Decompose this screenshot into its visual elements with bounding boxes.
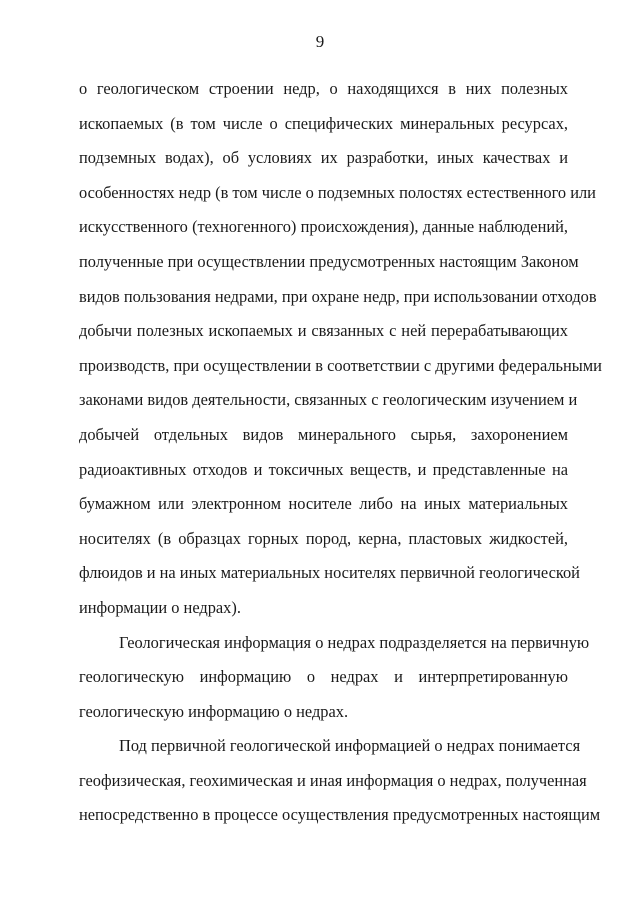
text-line: особенностях недр (в том числе о подземных полостях естественного или	[79, 182, 596, 202]
text-line: флюидов и на иных материальных носителях первичной геологической	[79, 563, 580, 583]
text-line: радиоактивных отходов и токсичных веществ, и представленные на	[79, 459, 568, 479]
text-line: геологическую информацию о недрах.	[79, 701, 349, 721]
text-line: геологическую информацию о недрах и интерпретированную	[79, 667, 568, 687]
text-line: бумажном или электронном носителе либо на иных материальных	[79, 494, 568, 514]
paragraph-1	[79, 78, 602, 632]
text-line: искусственного (техногенного) происхождения), данные наблюдений,	[79, 217, 568, 237]
text-line: Под первичной геологической информацией о недрах понимается	[119, 736, 581, 756]
text-line: Геологическая информация о недрах подразделяется на первичную	[119, 632, 590, 652]
text-line: подземных водах), об условиях их разработки, иных качествах и	[79, 148, 568, 168]
text-line: информации о недрах).	[79, 597, 241, 617]
page-number: 9	[315, 32, 325, 51]
text-line: геофизическая, геохимическая и иная информация о недрах, полученная	[79, 770, 587, 790]
paragraph-3	[79, 735, 601, 839]
body-text	[79, 78, 602, 839]
text-line: ископаемых (в том числе о специфических минеральных ресурсах,	[79, 113, 568, 133]
text-line: о геологическом строении недр, о находящихся в них полезных	[79, 79, 568, 98]
text-line: полученные при осуществлении предусмотренных настоящим Законом	[79, 251, 579, 271]
text-line: законами видов деятельности, связанных с геологическим изучением и	[79, 390, 578, 410]
text-line: видов пользования недрами, при охране недр, при использовании отходов	[79, 286, 597, 306]
text-line: производств, при осуществлении в соответствии с другими федеральными	[79, 355, 602, 375]
text-line: непосредственно в процессе осуществления предусмотренных настоящим	[79, 805, 601, 825]
paragraph-2	[79, 632, 590, 736]
text-line: носителях (в образцах горных пород, керна, пластовых жидкостей,	[79, 528, 568, 548]
text-line: добычей отдельных видов минерального сырья, захоронением	[79, 424, 568, 444]
text-line: добычи полезных ископаемых и связанных с ней перерабатывающих	[79, 321, 568, 341]
